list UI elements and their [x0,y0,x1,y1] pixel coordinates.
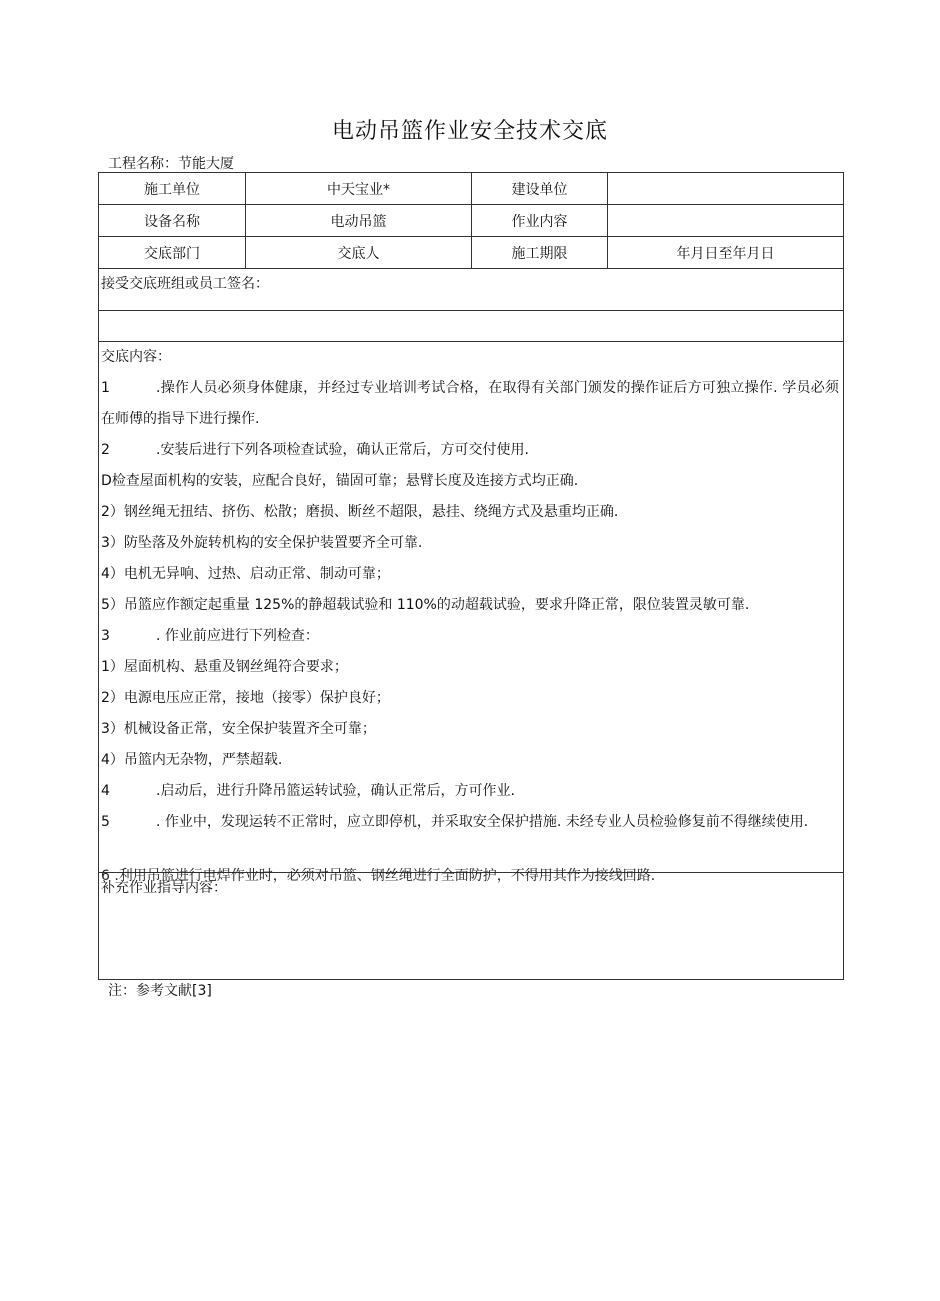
project-name: 工程名称：节能大厦 [108,156,234,172]
content-items [101,373,839,838]
item-text: . 作业中，发现运转不正常时，应立即停机，并采取安全保护措施. 未经专业人员检验修复前不得继续使用. [156,814,809,830]
briefing-table [98,172,844,980]
list-item [101,466,839,497]
list-item [101,652,839,683]
item-text: .安装后进行下列各项检查试验，确认正常后，方可交付使用. [156,442,529,458]
briefing-content [99,342,844,884]
construction-unit-value: 中天宝业* [246,173,472,205]
table-row [99,269,844,311]
supplement-label: 补充作业指导内容： [99,873,844,980]
table-row [99,173,844,205]
construction-period-label: 施工期限 [472,237,608,269]
table-row [99,873,844,980]
cut-off-line: 6 .利用吊篮进行电焊作业时，必须对吊篮、钢丝绳进行全面防护，不得用其作为接线回路. [101,868,656,884]
list-item [101,559,839,590]
item-number: 3 [101,628,110,644]
item-text: .启动后，进行升降吊篮运转试验，确认正常后，方可作业. [156,783,515,799]
table-row [99,311,844,342]
list-item [101,497,839,528]
table-row [99,237,844,269]
item-text: 3）防坠落及外旋转机构的安全保护装置要齐全可靠. [101,535,423,551]
list-item [101,373,839,435]
item-text: 4）吊篮内无杂物，严禁超载. [101,752,283,768]
item-text: . 作业前应进行下列检查： [156,628,319,644]
table-row [99,342,844,873]
briefing-person-label: 交底人 [246,237,472,269]
list-item [101,621,839,652]
list-item [101,745,839,776]
list-item [101,590,839,621]
item-text: 3）机械设备正常，安全保护装置齐全可靠； [101,721,376,737]
item-text: 5）吊篮应作额定起重量 125%的静超载试验和 110%的动超载试验，要求升降正常，限位装置灵敏可靠. [101,597,750,613]
item-text: 2）钢丝绳无扭结、挤伤、松散；磨损、断丝不超限，悬挂、绕绳方式及悬重均正确. [101,504,619,520]
item-text: 2）电源电压应正常，接地（接零）保护良好； [101,690,390,706]
item-number: 2 [101,442,110,458]
content-label: 交底内容： [101,349,171,365]
construction-unit-label: 施工单位 [99,173,246,205]
equipment-name-value: 电动吊篮 [246,205,472,237]
item-number: 4 [101,783,110,799]
reference-note: 注：参考文献[3] [108,983,212,999]
list-item [101,714,839,745]
list-item [101,807,839,838]
item-text: 4）电机无异响、过热、启动正常、制动可靠； [101,566,390,582]
table-row [99,205,844,237]
owner-unit-value [608,173,844,205]
signature-area [99,311,844,342]
owner-unit-label: 建设单位 [472,173,608,205]
work-content-label: 作业内容 [472,205,608,237]
work-content-value [608,205,844,237]
construction-period-value: 年月日至年月日 [608,237,844,269]
list-item [101,435,839,466]
item-text: .操作人员必须身体健康，并经过专业培训考试合格，在取得有关部门颁发的操作证后方可独立操作. 学员必须在师傅的指导下进行操作. [101,380,839,427]
list-item [101,528,839,559]
item-text: 1）屋面机构、悬重及钢丝绳符合要求； [101,659,348,675]
item-text: D检查屋面机构的安装，应配合良好，锚固可靠；悬臂长度及连接方式均正确. [101,473,579,489]
document-title: 电动吊篮作业安全技术交底 [331,119,608,144]
signature-label: 接受交底班组或员工签名： [99,269,844,311]
list-item [101,776,839,807]
briefing-department-label: 交底部门 [99,237,246,269]
item-number: 1 [101,380,110,396]
equipment-name-label: 设备名称 [99,205,246,237]
list-item [101,683,839,714]
item-number: 5 [101,814,110,830]
